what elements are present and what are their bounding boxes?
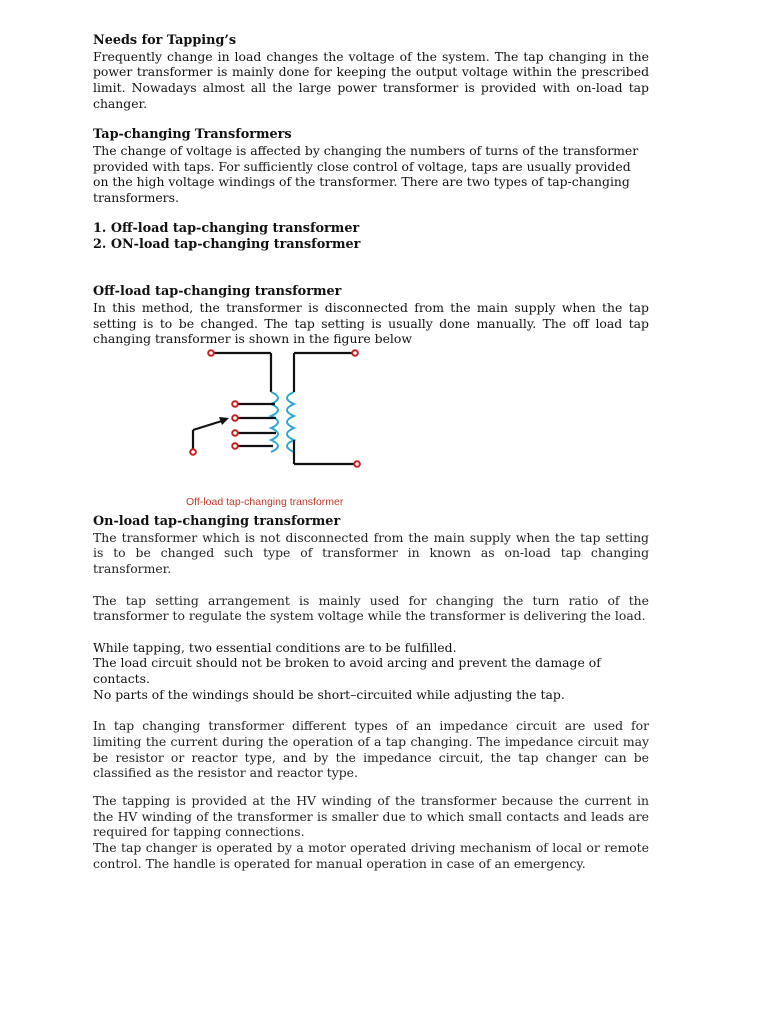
off-load-figure [93, 348, 649, 514]
heading-needs: Needs for Tapping’s [93, 33, 237, 48]
heading-on-load: On-load tap-changing transformer [93, 514, 341, 529]
paragraph-condition-1: The load circuit should not be broken to avoid arcing and prevent the damage of contacts. [93, 655, 601, 686]
paragraph-conditions-intro: While tapping, two essential conditions are to be fulfilled. [93, 639, 457, 655]
type-item-1: 1. Off-load tap-changing transformer [93, 221, 360, 237]
paragraph-motor: The tap changer is operated by a motor operated driving mechanism of local or remote control. The handle is operated for manual operation in case of an emergency. [93, 840, 649, 871]
paragraph-hv-winding: The tapping is provided at the HV winding of the transformer because the current in the HV winding of the transformer is smaller due to which small contacts and leads are required for tapping connections. [93, 792, 649, 840]
heading-off-load: Off-load tap-changing transformer [93, 284, 342, 300]
paragraph-impedance: In tap changing transformer different types of an impedance circuit are used for limiting the current during the operation of a tap changing. The impedance circuit may be resistor or reactor type, and by the impedance circuit, the tap changer can be classified as the resistor and reactor type. [93, 718, 649, 781]
heading-tap-changing: Tap-changing Transformers [93, 127, 292, 143]
paragraph-off-load: In this method, the transformer is disconnected from the main supply when the tap setting is to be changed. The tap setting is usually done manually. The off load tap changing transformer is shown in the figure below [93, 299, 649, 347]
paragraph-condition-2: No parts of the windings should be short–circuited while adjusting the tap. [93, 686, 565, 702]
type-item-2: 2. ON-load tap-changing transformer [93, 237, 361, 253]
paragraph-on-load-2: The tap setting arrangement is mainly used for changing the turn ratio of the transformer to regulate the system voltage while the transformer is delivering the load. [93, 592, 649, 624]
figure-caption: Off-load tap-changing transformer [186, 496, 344, 508]
document-page [93, 33, 649, 871]
paragraph-on-load-1: The transformer which is not disconnected from the main supply when the tap setting is to be changed such type of transformer in known as on-load tap changing transformer. [93, 529, 649, 577]
transformer-diagram-icon [179, 348, 379, 478]
paragraph-tap-changing: The change of voltage is affected by changing the numbers of turns of the transformer provided with taps. For sufficiently close control of voltage, taps are usually provided on the high voltage windings of the transformer. There are two types of tap-changing transformers. [93, 142, 639, 206]
paragraph-needs: Frequently change in load changes the voltage of the system. The tap changing in the power transformer is mainly done for keeping the output voltage within the prescribed limit. Nowadays almost all the large power transformer is provided with on-load tap changer. [93, 48, 649, 111]
